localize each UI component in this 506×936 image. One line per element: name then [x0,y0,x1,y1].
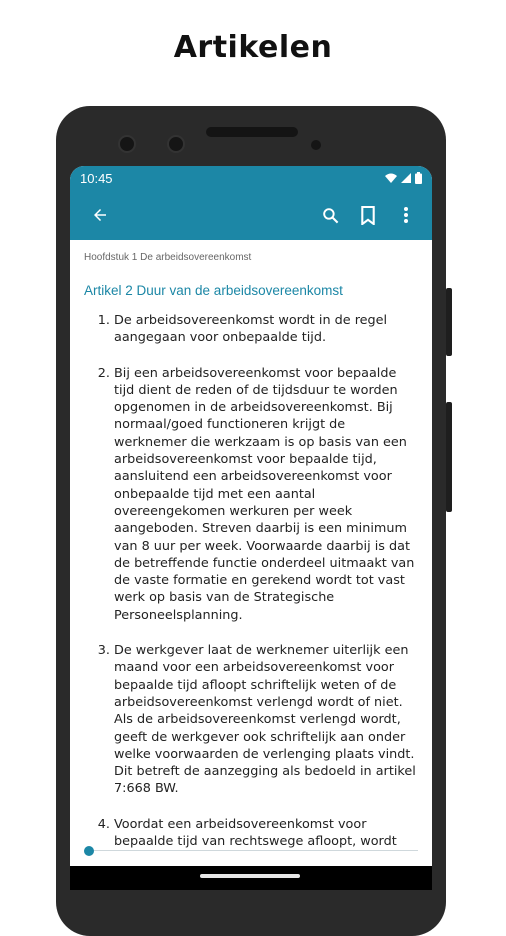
volume-button [446,402,452,512]
proximity-sensor [311,140,321,150]
home-gesture-pill[interactable] [200,874,300,878]
signal-icon [401,173,411,183]
system-navigation-bar [70,866,432,890]
battery-icon [415,172,422,184]
status-bar [70,166,432,190]
back-arrow-icon [91,206,109,224]
more-options-button[interactable] [390,199,422,231]
article-items [84,312,418,850]
bookmark-icon [360,206,376,225]
app-bar [70,190,432,240]
speaker-grille [206,127,298,137]
search-button[interactable] [314,199,346,231]
breadcrumb[interactable]: Hoofdstuk 1 De arbeidsovereenkomst [84,252,252,263]
article-item-4: 4. Voordat een arbeidsovereenkomst voor bepaalde tijd van rechtswege afloopt, wordt [114,816,418,851]
search-icon [321,206,340,225]
article-item-3: 3. De werkgever laat de werknemer uiterlijk een maand voor een arbeidsovereenkomst voor bepaalde tijd afloopt schriftelijk weten of de arbeidsovereenkomst verlengd wordt of niet. Als de arbeidsovereenkomst verlengd wordt, geeft de werkgever ook schriftelijk aan onder welke voorwaarden de verlenging plaats vindt. Dit betreft de aanzegging als bedoeld in artikel 7:668 BW. [114,642,418,798]
front-camera [118,135,136,153]
article-title: Artikel 2 Duur van de arbeidsovereenkomst [84,283,343,298]
article-content [70,252,432,850]
status-time: 10:45 [80,170,113,186]
bookmark-button[interactable] [352,199,384,231]
progress-track [84,850,418,851]
power-button [446,288,452,356]
wifi-icon [385,173,397,183]
article-item-2: 2. Bij een arbeidsovereenkomst voor bepaalde tijd dient de reden of de tijdsduur te worden opgenomen in de arbeidsovereenkomst. Bij normaal/goed functioneren krijgt de werknemer die werkzaam is op basis van een arbeidsovereenkomst voor bepaalde tijd, aansluitend een arbeidsovereenkomst voor onbepaalde tijd met een aantal overeengekomen werkuren per week aangeboden. Streven daarbij is een minimum van 8 uur per week. Voorwaarde daarbij is dat de betreffende functie onderdeel uitmaakt van de vaste formatie en gerekend wordt tot vast werk op basis van de Strategische Personeelsplanning. [114,365,418,624]
phone-screen [70,166,432,890]
reading-progress-slider[interactable] [84,848,418,854]
more-vert-icon [403,206,409,224]
back-button[interactable] [84,199,116,231]
article-item-1: 1. De arbeidsovereenkomst wordt in de regel aangegaan voor onbepaalde tijd. [114,312,418,347]
progress-thumb[interactable] [84,846,94,856]
front-sensor [167,135,185,153]
page-heading: Artikelen [173,30,333,65]
